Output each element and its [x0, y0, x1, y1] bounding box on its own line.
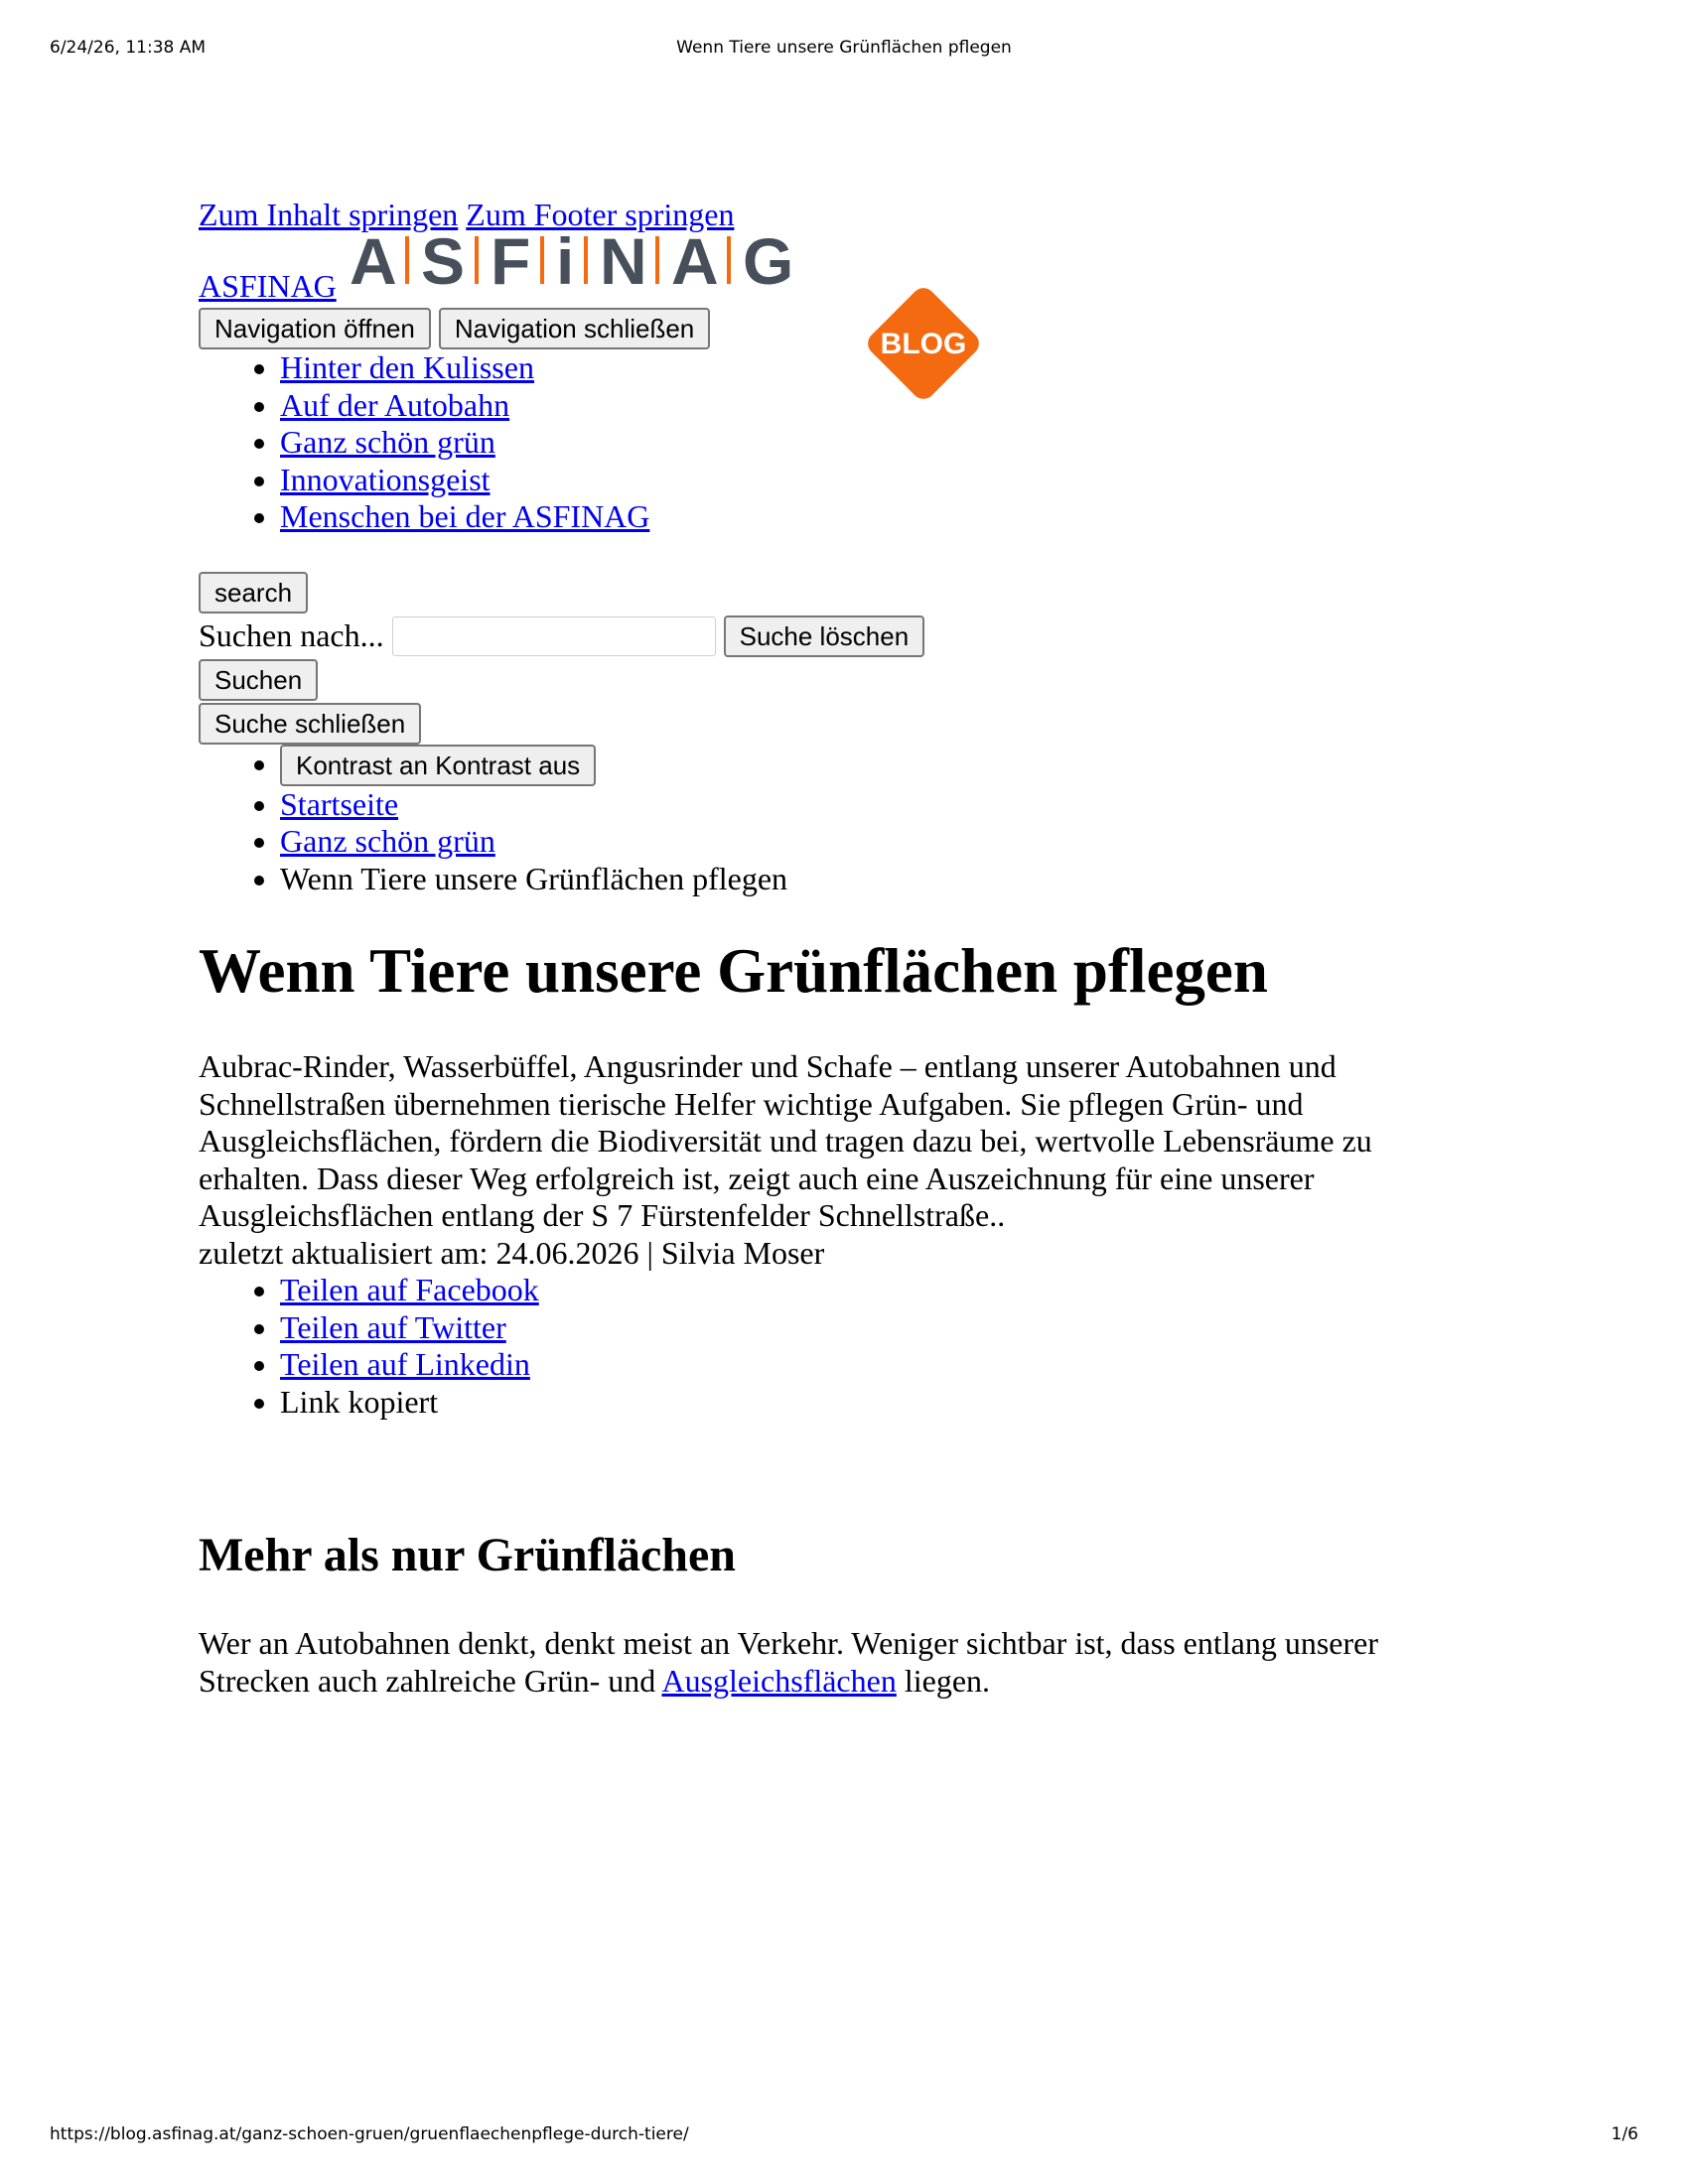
article-title: Wenn Tiere unsere Grünflächen pflegen [199, 936, 1268, 1006]
logo-area [199, 226, 1489, 373]
close-search-button[interactable]: Suche schließen [199, 703, 421, 745]
search-label: Suchen nach... [199, 617, 384, 653]
contrast-item [280, 745, 1489, 786]
search-input[interactable] [392, 616, 716, 656]
breadcrumb-home-link[interactable]: Startseite [280, 785, 399, 822]
nav-link-ganz-schoen-gruen[interactable]: Ganz schön grün [280, 424, 495, 460]
logo-letter: F [491, 226, 531, 296]
page-content [199, 195, 1489, 1700]
logo-letter: S [421, 226, 466, 296]
logo-separator [727, 236, 731, 284]
main-navigation [199, 349, 1489, 536]
print-url: https://blog.asfinag.at/ganz-schoen-gruen/gruenflaechenpflege-durch-tiere/ [50, 2124, 689, 2144]
logo-separator [584, 236, 588, 284]
skip-to-footer-link[interactable]: Zum Footer springen [466, 197, 735, 232]
logo-letter: i [556, 226, 575, 296]
print-datetime: 6/24/26, 11:38 AM [50, 38, 207, 58]
blog-badge-label: BLOG [880, 328, 967, 360]
nav-link-hinter-den-kulissen[interactable]: Hinter den Kulissen [280, 349, 534, 385]
nav-link-auf-der-autobahn[interactable]: Auf der Autobahn [280, 386, 510, 423]
nav-link-innovationsgeist[interactable]: Innovationsgeist [280, 461, 491, 497]
logo-separator [655, 236, 659, 284]
share-twitter-link[interactable]: Teilen auf Twitter [280, 1308, 506, 1345]
logo-letter: N [600, 226, 647, 296]
search-toggle-button[interactable]: search [199, 572, 308, 614]
share-linkedin-link[interactable]: Teilen auf Linkedin [280, 1346, 530, 1382]
article-meta: zuletzt aktualisiert am: 24.06.2026 | Silvia Moser [199, 1234, 825, 1271]
paragraph-text-start: Wer an Autobahnen denkt, denkt meist an Verkehr. Weniger sichtbar ist, dass entlang unserer Strecken auch zahlreiche Grün- und [199, 1625, 1379, 1699]
paragraph-text-end: liegen. [896, 1662, 991, 1699]
section-heading: Mehr als nur Grünflächen [199, 1529, 736, 1581]
nav-item [280, 424, 1489, 462]
share-item [280, 1309, 1489, 1347]
logo-separator [540, 236, 544, 284]
skip-to-content-link[interactable]: Zum Inhalt springen [199, 197, 459, 232]
breadcrumb-item [280, 786, 1489, 824]
article-paragraph [199, 1625, 1489, 1700]
search-area [199, 572, 1489, 745]
print-page-number: 1/6 [1611, 2124, 1638, 2144]
nav-link-menschen[interactable]: Menschen bei der ASFINAG [280, 498, 650, 534]
nav-item [280, 498, 1489, 536]
ausgleichsflaechen-link[interactable]: Ausgleichsflächen [661, 1662, 897, 1699]
contrast-list [199, 745, 1489, 786]
nav-item [280, 462, 1489, 499]
logo-separator [475, 236, 479, 284]
close-navigation-button[interactable]: Navigation schließen [439, 308, 710, 349]
share-item [280, 1346, 1489, 1384]
logo-separator [405, 236, 409, 284]
search-row [199, 615, 1489, 657]
share-facebook-link[interactable]: Teilen auf Facebook [280, 1272, 539, 1307]
breadcrumb-current: • Wenn Tiere unsere Grünflächen pflegen [280, 861, 1489, 898]
contrast-toggle-button[interactable]: Kontrast an Kontrast aus [280, 745, 596, 786]
open-navigation-button[interactable]: Navigation öffnen [199, 308, 431, 349]
asfinag-logo [350, 226, 846, 296]
share-list [199, 1272, 1489, 1421]
breadcrumb-item [280, 823, 1489, 861]
brand-home-link[interactable]: ASFINAG [199, 268, 337, 304]
search-submit-button[interactable]: Suchen [199, 659, 318, 701]
link-copied-status: • Link kopiert [280, 1384, 1489, 1422]
share-item [280, 1272, 1489, 1309]
print-title: Wenn Tiere unsere Grünflächen pflegen [676, 38, 1012, 58]
breadcrumb-category-link[interactable]: Ganz schön grün [280, 823, 495, 859]
logo-letter: A [350, 226, 397, 296]
logo-letter: A [671, 226, 719, 296]
blog-badge [854, 274, 993, 413]
breadcrumb [199, 786, 1489, 898]
logo-letter: G [743, 226, 794, 296]
article-lead: Aubrac-Rinder, Wasserbüffel, Angusrinder und Schafe – entlang unserer Autobahnen und Schnellstraßen übernehmen tierische Helfer wichtige Aufgaben. Sie pflegen Grün- und Ausgleichsflächen, fördern die Biodiversität und tragen dazu bei, wertvolle Lebensräume zu erhalten. Dass dieser Weg erfolgreich ist, zeigt auch eine Auszeichnung für eine unserer Ausgleichsflächen entlang der S 7 Fürstenfelder Schnellstraße.. [199, 1048, 1372, 1233]
clear-search-button[interactable]: Suche löschen [724, 615, 925, 657]
